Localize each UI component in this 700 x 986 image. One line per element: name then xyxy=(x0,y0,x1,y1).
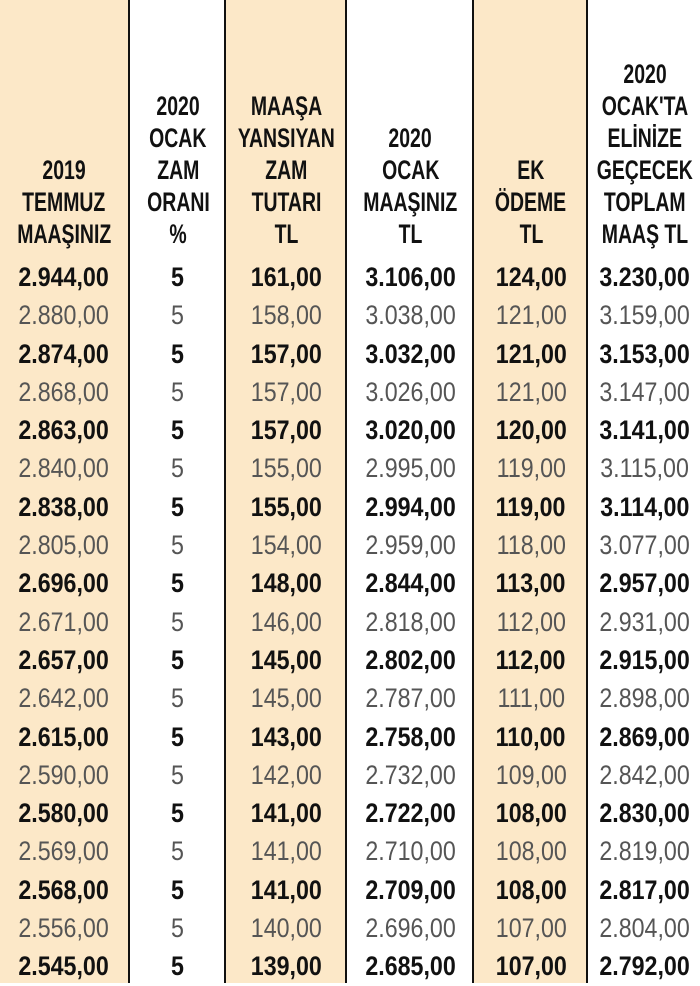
cell-value: 2.556,00 xyxy=(18,913,110,944)
cell-value: 3.159,00 xyxy=(599,300,691,331)
header-line: TUTARI xyxy=(251,187,322,217)
cell-value: 3.147,00 xyxy=(599,376,691,407)
cell-value: 2.915,00 xyxy=(599,644,691,675)
cell-value: 3.026,00 xyxy=(365,376,456,407)
cell-value: 5 xyxy=(171,951,185,982)
table-cell xyxy=(0,794,128,832)
table-cell xyxy=(588,794,700,832)
cell-value: 5 xyxy=(171,683,185,714)
table-cell xyxy=(226,411,347,449)
cell-value: 109,00 xyxy=(495,759,567,790)
cell-value: 5 xyxy=(171,415,185,446)
table-cell xyxy=(0,296,128,334)
table-cell xyxy=(130,258,226,296)
header-line: TOPLAM xyxy=(604,187,686,217)
table-cell xyxy=(588,335,700,373)
cell-value: 5 xyxy=(171,300,185,331)
cell-value: 2.805,00 xyxy=(18,530,110,561)
table-cell xyxy=(130,449,226,487)
header-line: 2020 xyxy=(623,59,667,89)
cell-value: 2.802,00 xyxy=(365,644,456,675)
table-cell xyxy=(130,871,226,909)
header-toplam-maas xyxy=(588,0,700,258)
cell-value: 5 xyxy=(171,644,185,675)
cell-value: 5 xyxy=(171,874,185,905)
cell-value: 2.868,00 xyxy=(18,376,110,407)
table-cell xyxy=(347,564,474,602)
table-cell xyxy=(347,603,474,641)
cell-value: 157,00 xyxy=(250,415,323,446)
column-cells xyxy=(347,258,474,986)
table-cell xyxy=(226,335,347,373)
header-line: MAAŞA xyxy=(250,91,323,121)
header-line: MAAŞINIZ xyxy=(17,219,111,249)
cell-value: 2.545,00 xyxy=(18,951,110,982)
cell-value: 2.580,00 xyxy=(18,798,110,829)
table-cell xyxy=(474,641,588,679)
cell-value: 3.114,00 xyxy=(600,491,690,522)
cell-value: 2.959,00 xyxy=(365,530,456,561)
header-line: YANSIYAN xyxy=(238,123,335,153)
cell-value: 2.995,00 xyxy=(365,453,456,484)
table-cell xyxy=(0,871,128,909)
cell-value: 5 xyxy=(171,262,185,292)
cell-value: 119,00 xyxy=(496,491,566,522)
table-cell xyxy=(226,909,347,947)
cell-value: 113,00 xyxy=(496,568,566,599)
table-cell xyxy=(347,679,474,717)
table-cell xyxy=(588,296,700,334)
table-cell xyxy=(0,832,128,870)
table-cell xyxy=(588,756,700,794)
header-line: OCAK xyxy=(149,123,207,153)
table-cell xyxy=(130,641,226,679)
cell-value: 2.710,00 xyxy=(365,836,456,867)
table-cell xyxy=(474,258,588,296)
cell-value: 5 xyxy=(171,376,185,407)
column-toplam-maas xyxy=(586,0,700,983)
cell-value: 2.874,00 xyxy=(18,338,110,369)
table-cell xyxy=(347,296,474,334)
table-cell xyxy=(130,411,226,449)
cell-value: 2.863,00 xyxy=(18,415,110,446)
table-cell xyxy=(0,679,128,717)
cell-value: 118,00 xyxy=(496,530,566,561)
table-cell xyxy=(347,794,474,832)
table-cell xyxy=(588,411,700,449)
header-line: TL xyxy=(274,219,299,249)
table-cell xyxy=(226,947,347,985)
cell-value: 2.931,00 xyxy=(599,606,691,637)
column-2020-ocak-maas xyxy=(345,0,476,983)
table-cell xyxy=(0,564,128,602)
table-cell xyxy=(474,909,588,947)
table-cell xyxy=(347,526,474,564)
cell-value: 145,00 xyxy=(250,644,323,675)
table-cell xyxy=(130,909,226,947)
cell-value: 157,00 xyxy=(250,376,323,407)
table-cell xyxy=(130,526,226,564)
cell-value: 141,00 xyxy=(250,874,323,905)
cell-value: 145,00 xyxy=(250,683,323,714)
header-line: TEMMUZ xyxy=(22,187,106,217)
table-cell xyxy=(0,603,128,641)
cell-value: 5 xyxy=(171,338,185,369)
cell-value: 108,00 xyxy=(495,836,567,867)
table-cell xyxy=(226,296,347,334)
table-cell xyxy=(474,411,588,449)
table-cell xyxy=(347,258,474,296)
table-cell xyxy=(0,335,128,373)
table-cell xyxy=(474,564,588,602)
cell-value: 5 xyxy=(171,606,185,637)
cell-value: 5 xyxy=(171,798,185,829)
table-cell xyxy=(474,488,588,526)
table-cell xyxy=(588,488,700,526)
cell-value: 5 xyxy=(171,721,185,752)
header-line: OCAK'TA xyxy=(601,91,689,121)
cell-value: 108,00 xyxy=(495,798,567,829)
table-cell xyxy=(588,449,700,487)
table-cell xyxy=(0,258,128,296)
cell-value: 2.838,00 xyxy=(18,491,110,522)
cell-value: 111,00 xyxy=(497,683,565,714)
cell-value: 112,00 xyxy=(496,644,566,675)
cell-value: 2.787,00 xyxy=(365,683,456,714)
cell-value: 2.732,00 xyxy=(365,759,456,790)
cell-value: 2.671,00 xyxy=(18,606,110,637)
header-2020-ocak-maas xyxy=(347,0,474,258)
table-cell xyxy=(474,603,588,641)
header-line: OCAK xyxy=(381,155,440,185)
table-cell xyxy=(588,603,700,641)
header-line: TL xyxy=(519,219,543,249)
cell-value: 2.842,00 xyxy=(599,759,691,790)
table-cell xyxy=(130,947,226,985)
cell-value: 2.898,00 xyxy=(599,683,691,714)
cell-value: 2.817,00 xyxy=(599,874,691,905)
cell-value: 119,00 xyxy=(496,453,566,484)
table-cell xyxy=(588,258,700,296)
cell-value: 5 xyxy=(171,759,185,790)
table-cell xyxy=(0,641,128,679)
table-cell xyxy=(226,564,347,602)
table-cell xyxy=(474,718,588,756)
cell-value: 5 xyxy=(171,491,185,522)
table-cell xyxy=(347,871,474,909)
cell-value: 2.994,00 xyxy=(365,491,456,522)
header-line: 2020 xyxy=(388,123,433,153)
cell-value: 141,00 xyxy=(250,798,323,829)
cell-value: 2.818,00 xyxy=(365,606,456,637)
table-cell xyxy=(588,526,700,564)
table-cell xyxy=(0,718,128,756)
table-cell xyxy=(226,603,347,641)
table-cell xyxy=(474,449,588,487)
table-cell xyxy=(588,947,700,985)
cell-value: 2.844,00 xyxy=(365,568,456,599)
cell-value: 142,00 xyxy=(250,759,323,790)
table-cell xyxy=(347,718,474,756)
table-cell xyxy=(347,335,474,373)
table-cell xyxy=(474,947,588,985)
table-cell xyxy=(474,794,588,832)
table-cell xyxy=(474,756,588,794)
table-cell xyxy=(226,679,347,717)
cell-value: 121,00 xyxy=(495,376,567,407)
table-cell xyxy=(588,718,700,756)
cell-value: 154,00 xyxy=(250,530,323,561)
cell-value: 2.957,00 xyxy=(599,568,691,599)
header-2019-temmuz-maas xyxy=(0,0,128,258)
table-cell xyxy=(226,449,347,487)
cell-value: 143,00 xyxy=(250,721,323,752)
table-cell xyxy=(0,488,128,526)
header-line: ÖDEME xyxy=(495,187,567,217)
cell-value: 2.840,00 xyxy=(18,453,110,484)
table-cell xyxy=(130,794,226,832)
table-cell xyxy=(130,603,226,641)
header-zam-tutari xyxy=(226,0,347,258)
table-cell xyxy=(347,411,474,449)
cell-value: 155,00 xyxy=(250,453,323,484)
table-cell xyxy=(588,373,700,411)
cell-value: 107,00 xyxy=(495,913,567,944)
cell-value: 2.804,00 xyxy=(599,913,691,944)
cell-value: 2.569,00 xyxy=(18,836,110,867)
table-cell xyxy=(226,756,347,794)
cell-value: 2.642,00 xyxy=(18,683,110,714)
table-cell xyxy=(130,756,226,794)
table-cell xyxy=(588,641,700,679)
table-cell xyxy=(0,756,128,794)
cell-value: 2.568,00 xyxy=(18,874,110,905)
table-cell xyxy=(0,909,128,947)
cell-value: 2.758,00 xyxy=(365,721,456,752)
column-cells xyxy=(588,258,700,986)
table-cell xyxy=(588,564,700,602)
table-cell xyxy=(474,526,588,564)
cell-value: 2.944,00 xyxy=(18,262,110,292)
cell-value: 2.685,00 xyxy=(365,951,456,982)
table-cell xyxy=(474,335,588,373)
table-cell xyxy=(226,832,347,870)
table-cell xyxy=(474,373,588,411)
cell-value: 2.709,00 xyxy=(365,874,456,905)
column-zam-tutari xyxy=(224,0,349,983)
table-cell xyxy=(347,909,474,947)
cell-value: 2.722,00 xyxy=(365,798,456,829)
table-cell xyxy=(130,335,226,373)
header-line: MAAŞ TL xyxy=(601,219,689,249)
table-cell xyxy=(226,718,347,756)
table-cell xyxy=(474,296,588,334)
cell-value: 121,00 xyxy=(495,300,567,331)
cell-value: 2.869,00 xyxy=(599,721,691,752)
cell-value: 108,00 xyxy=(495,874,567,905)
cell-value: 3.141,00 xyxy=(599,415,691,446)
header-line: % xyxy=(169,219,187,249)
column-2019-temmuz-maas xyxy=(0,0,130,983)
table-cell xyxy=(588,871,700,909)
cell-value: 112,00 xyxy=(496,606,566,637)
table-cell xyxy=(130,718,226,756)
cell-value: 107,00 xyxy=(495,951,567,982)
header-line: 2020 xyxy=(156,91,200,121)
column-cells xyxy=(130,258,226,986)
table-cell xyxy=(226,871,347,909)
cell-value: 2.880,00 xyxy=(18,300,110,331)
cell-value: 2.696,00 xyxy=(18,568,110,599)
header-line: 2019 xyxy=(42,155,86,185)
cell-value: 2.615,00 xyxy=(18,721,110,752)
cell-value: 3.106,00 xyxy=(365,262,456,292)
header-ek-odeme xyxy=(474,0,588,258)
header-line: EK xyxy=(517,155,545,185)
cell-value: 158,00 xyxy=(250,300,323,331)
table-cell xyxy=(0,449,128,487)
cell-value: 5 xyxy=(171,568,185,599)
cell-value: 5 xyxy=(171,836,185,867)
table-cell xyxy=(588,832,700,870)
cell-value: 139,00 xyxy=(250,951,323,982)
table-cell xyxy=(347,488,474,526)
cell-value: 2.590,00 xyxy=(18,759,110,790)
header-line: TL xyxy=(398,219,423,249)
table-cell xyxy=(130,832,226,870)
table-cell xyxy=(226,794,347,832)
table-cell xyxy=(347,947,474,985)
cell-value: 3.115,00 xyxy=(600,453,690,484)
cell-value: 155,00 xyxy=(250,491,323,522)
table-cell xyxy=(130,373,226,411)
column-cells xyxy=(226,258,347,986)
table-cell xyxy=(0,526,128,564)
header-line: MAAŞINIZ xyxy=(363,187,458,217)
cell-value: 120,00 xyxy=(495,415,567,446)
table-cell xyxy=(130,488,226,526)
table-cell xyxy=(347,832,474,870)
table-cell xyxy=(130,679,226,717)
table-cell xyxy=(0,947,128,985)
cell-value: 2.657,00 xyxy=(18,644,110,675)
table-cell xyxy=(474,871,588,909)
cell-value: 2.830,00 xyxy=(599,798,691,829)
cell-value: 3.020,00 xyxy=(365,415,456,446)
cell-value: 157,00 xyxy=(250,338,323,369)
cell-value: 148,00 xyxy=(250,568,323,599)
column-cells xyxy=(0,258,128,986)
cell-value: 3.032,00 xyxy=(365,338,456,369)
header-zam-orani xyxy=(130,0,226,258)
header-line: ORANI xyxy=(146,187,210,217)
cell-value: 5 xyxy=(171,913,185,944)
cell-value: 110,00 xyxy=(496,721,566,752)
cell-value: 5 xyxy=(171,530,185,561)
header-line: GEÇECEK xyxy=(596,155,694,185)
cell-value: 121,00 xyxy=(495,338,567,369)
cell-value: 5 xyxy=(171,453,185,484)
table-cell xyxy=(130,564,226,602)
table-cell xyxy=(226,641,347,679)
table-cell xyxy=(0,411,128,449)
table-cell xyxy=(347,373,474,411)
header-line: ZAM xyxy=(156,155,200,185)
table-cell xyxy=(226,526,347,564)
table-cell xyxy=(474,832,588,870)
cell-value: 140,00 xyxy=(250,913,323,944)
column-zam-orani xyxy=(128,0,228,983)
cell-value: 141,00 xyxy=(250,836,323,867)
cell-value: 146,00 xyxy=(250,606,323,637)
table-cell xyxy=(588,679,700,717)
cell-value: 3.038,00 xyxy=(365,300,456,331)
cell-value: 2.696,00 xyxy=(365,913,456,944)
cell-value: 3.077,00 xyxy=(599,530,691,561)
table-cell xyxy=(474,679,588,717)
table-cell xyxy=(347,449,474,487)
header-line: ELİNİZE xyxy=(607,123,683,153)
cell-value: 124,00 xyxy=(495,262,567,292)
table-cell xyxy=(0,373,128,411)
table-cell xyxy=(588,909,700,947)
cell-value: 2.792,00 xyxy=(599,951,691,982)
header-line: ZAM xyxy=(265,155,308,185)
table-cell xyxy=(130,296,226,334)
cell-value: 3.153,00 xyxy=(599,338,691,369)
table-cell xyxy=(226,373,347,411)
cell-value: 3.230,00 xyxy=(599,262,691,292)
cell-value: 2.819,00 xyxy=(599,836,691,867)
table-cell xyxy=(347,641,474,679)
column-cells xyxy=(474,258,588,986)
table-cell xyxy=(226,258,347,296)
column-ek-odeme xyxy=(472,0,590,983)
table-cell xyxy=(347,756,474,794)
table-cell xyxy=(226,488,347,526)
cell-value: 161,00 xyxy=(250,262,323,292)
